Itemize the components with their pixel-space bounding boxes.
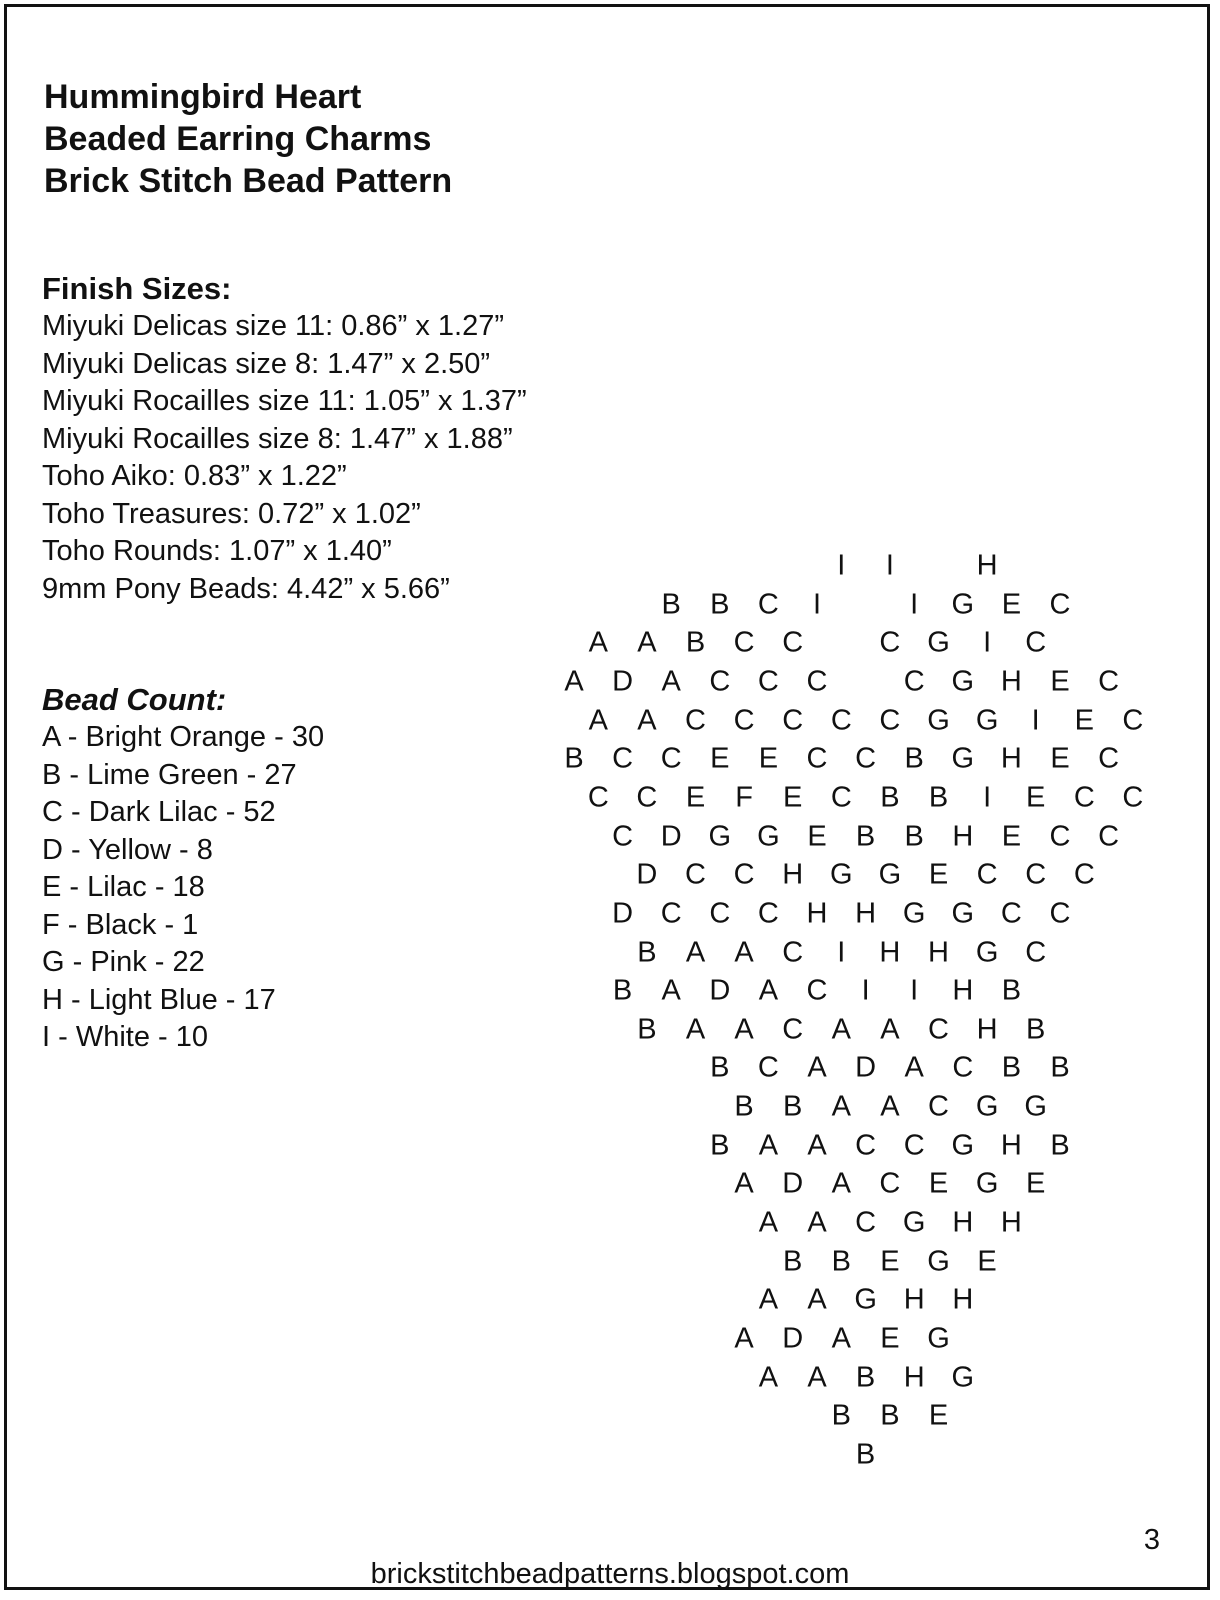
bead-B: B <box>855 820 876 853</box>
bead-B: B <box>564 742 584 775</box>
bead-E: E <box>928 1399 949 1432</box>
bead-C: C <box>685 704 706 737</box>
bead-C: C <box>806 974 828 1007</box>
bead-C: C <box>660 897 682 930</box>
bead-E: E <box>1001 820 1022 853</box>
bead-A: A <box>831 1090 851 1123</box>
bead-count-heading: Bead Count: <box>42 682 227 717</box>
footer-url: brickstitchbeadpatterns.blogspot.com <box>370 1558 850 1590</box>
title-line-3: Brick Stitch Bead Pattern <box>44 162 453 200</box>
bead-I: I <box>1031 704 1040 737</box>
bead-E: E <box>880 1245 900 1278</box>
bead-A: A <box>685 936 706 968</box>
bead-D: D <box>709 974 731 1007</box>
bead-E: E <box>928 858 949 891</box>
bead-H: H <box>976 549 998 582</box>
bead-count-item: G - Pink - 22 <box>42 946 205 978</box>
pattern-title <box>44 76 452 202</box>
bead-A: A <box>904 1051 924 1084</box>
bead-C: C <box>1122 781 1144 814</box>
bead-C: C <box>1049 588 1071 621</box>
bead-C: C <box>952 1051 974 1084</box>
bead-H: H <box>903 1283 925 1316</box>
bead-B: B <box>783 1090 803 1123</box>
bead-A: A <box>758 1361 779 1394</box>
bead-I: I <box>983 626 992 659</box>
bead-C: C <box>976 858 998 891</box>
bead-A: A <box>831 1167 851 1200</box>
bead-A: A <box>734 936 754 968</box>
bead-G: G <box>854 1283 877 1316</box>
bead-D: D <box>660 820 682 853</box>
bead-H: H <box>952 820 974 853</box>
bead-B: B <box>855 1361 876 1394</box>
bead-C: C <box>1122 704 1144 737</box>
finish-size-item: Miyuki Delicas size 8: 1.47” x 2.50” <box>42 347 491 380</box>
bead-A: A <box>831 1013 851 1046</box>
bead-G: G <box>975 936 999 968</box>
bead-C: C <box>830 704 852 737</box>
bead-A: A <box>734 1322 754 1355</box>
bead-G: G <box>951 588 975 621</box>
bead-C: C <box>830 781 852 814</box>
bead-C: C <box>709 897 731 930</box>
bead-B: B <box>1050 1051 1070 1084</box>
bead-A: A <box>807 1129 827 1162</box>
bead-D: D <box>612 897 634 930</box>
bead-E: E <box>1026 1167 1046 1200</box>
bead-B: B <box>880 781 900 814</box>
bead-H: H <box>952 1283 974 1316</box>
bead-count-section <box>42 681 324 1057</box>
bead-C: C <box>757 1051 779 1084</box>
bead-A: A <box>758 1283 779 1316</box>
bead-E: E <box>1050 742 1070 775</box>
finish-size-item: Toho Rounds: 1.07” x 1.40” <box>42 535 392 567</box>
bead-A: A <box>880 1013 900 1046</box>
bead-I: I <box>885 549 894 582</box>
bead-H: H <box>782 858 804 891</box>
bead-G: G <box>951 1129 975 1162</box>
title-line-2: Beaded Earring Charms <box>44 120 432 158</box>
bead-A: A <box>807 1206 827 1239</box>
bead-C: C <box>855 1129 877 1162</box>
bead-count-item: D - Yellow - 8 <box>42 833 213 866</box>
bead-C: C <box>1073 781 1095 814</box>
finish-size-item: Toho Treasures: 0.72” x 1.02” <box>42 497 421 530</box>
bead-E: E <box>685 781 706 814</box>
bead-B: B <box>1026 1013 1046 1046</box>
bead-C: C <box>757 665 779 698</box>
bead-A: A <box>831 1322 851 1355</box>
bead-E: E <box>783 781 803 814</box>
bead-A: A <box>661 665 681 698</box>
bead-H: H <box>1000 1129 1022 1162</box>
bead-G: G <box>902 897 926 930</box>
bead-C: C <box>1025 626 1047 659</box>
bead-C: C <box>1098 820 1120 853</box>
bead-H: H <box>952 974 974 1007</box>
finish-size-item: Toho Aiko: 0.83” x 1.22” <box>42 460 347 492</box>
bead-G: G <box>927 1245 950 1278</box>
bead-A: A <box>588 626 608 659</box>
bead-C: C <box>1025 936 1047 968</box>
bead-H: H <box>1000 1206 1022 1239</box>
bead-E: E <box>977 1245 997 1278</box>
finish-size-item: Miyuki Rocailles size 11: 1.05” x 1.37” <box>42 385 527 417</box>
bead-H: H <box>855 897 877 930</box>
bead-B: B <box>734 1090 754 1123</box>
bead-count-item: C - Dark Lilac - 52 <box>42 796 276 828</box>
bead-G: G <box>975 1167 999 1200</box>
bead-G: G <box>951 665 975 698</box>
bead-B: B <box>612 974 633 1007</box>
bead-D: D <box>636 858 658 891</box>
bead-A: A <box>807 1361 827 1394</box>
bead-C: C <box>855 742 877 775</box>
bead-A: A <box>758 1129 779 1162</box>
bead-G: G <box>951 742 975 775</box>
bead-B: B <box>880 1399 900 1432</box>
bead-A: A <box>758 1206 779 1239</box>
bead-A: A <box>637 626 657 659</box>
bead-C: C <box>636 781 658 814</box>
bead-A: A <box>637 704 657 737</box>
bead-C: C <box>928 1090 949 1123</box>
bead-E: E <box>758 742 779 775</box>
bead-A: A <box>734 1013 754 1046</box>
title-line-1: Hummingbird Heart <box>44 78 362 116</box>
bead-B: B <box>1001 1051 1022 1084</box>
bead-E: E <box>880 1322 900 1355</box>
bead-I: I <box>983 781 992 814</box>
bead-B: B <box>637 936 657 968</box>
bead-B: B <box>904 742 924 775</box>
bead-count-item: B - Lime Green - 27 <box>42 758 297 791</box>
bead-C: C <box>782 626 804 659</box>
bead-B: B <box>661 588 681 621</box>
bead-C: C <box>879 1167 901 1200</box>
bead-C: C <box>685 858 706 891</box>
bead-G: G <box>927 626 950 659</box>
finish-size-item: Miyuki Delicas size 11: 0.86” x 1.27” <box>42 310 505 342</box>
bead-E: E <box>928 1167 949 1200</box>
bead-C: C <box>903 665 925 698</box>
bead-H: H <box>952 1206 974 1239</box>
bead-G: G <box>878 858 902 891</box>
bead-G: G <box>975 704 999 737</box>
bead-H: H <box>1000 742 1022 775</box>
bead-A: A <box>807 1051 827 1084</box>
bead-A: A <box>588 704 608 737</box>
bead-B: B <box>904 820 924 853</box>
bead-G: G <box>830 858 853 891</box>
bead-C: C <box>806 665 828 698</box>
bead-E: E <box>1026 781 1046 814</box>
bead-G: G <box>975 1090 999 1123</box>
bead-G: G <box>708 820 732 853</box>
bead-C: C <box>612 820 634 853</box>
bead-C: C <box>733 704 755 737</box>
bead-D: D <box>782 1322 804 1355</box>
bead-B: B <box>831 1245 851 1278</box>
bead-B: B <box>685 626 706 659</box>
bead-C: C <box>1073 858 1095 891</box>
bead-E: E <box>1074 704 1094 737</box>
bead-E: E <box>710 742 730 775</box>
bead-C: C <box>903 1129 925 1162</box>
bead-A: A <box>661 974 681 1007</box>
bead-G: G <box>927 704 950 737</box>
bead-C: C <box>1000 897 1022 930</box>
bead-count-item: E - Lilac - 18 <box>42 871 205 903</box>
bead-C: C <box>757 588 779 621</box>
bead-H: H <box>879 936 901 968</box>
bead-C: C <box>782 936 804 968</box>
bead-C: C <box>928 1013 949 1046</box>
bead-C: C <box>782 704 804 737</box>
bead-C: C <box>757 897 779 930</box>
bead-A: A <box>758 974 779 1007</box>
bead-C: C <box>879 626 901 659</box>
bead-C: C <box>782 1013 804 1046</box>
bead-C: C <box>1098 742 1120 775</box>
bead-B: B <box>710 1129 730 1162</box>
bead-H: H <box>1000 665 1022 698</box>
bead-H: H <box>806 897 828 930</box>
bead-C: C <box>1049 820 1071 853</box>
bead-count-item: A - Bright Orange - 30 <box>42 721 325 753</box>
bead-C: C <box>879 704 901 737</box>
bead-I: I <box>837 549 846 582</box>
bead-G: G <box>1024 1090 1047 1123</box>
bead-D: D <box>782 1167 804 1200</box>
bead-I: I <box>910 588 919 621</box>
bead-C: C <box>733 858 755 891</box>
bead-G: G <box>757 820 780 853</box>
finish-sizes-heading: Finish Sizes: <box>42 271 232 306</box>
bead-H: H <box>928 936 949 968</box>
bead-G: G <box>902 1206 926 1239</box>
bead-B: B <box>1050 1129 1070 1162</box>
bead-H: H <box>903 1361 925 1394</box>
bead-C: C <box>1049 897 1071 930</box>
bead-A: A <box>880 1090 900 1123</box>
bead-I: I <box>812 588 822 621</box>
bead-G: G <box>951 1361 975 1394</box>
bead-C: C <box>733 626 755 659</box>
bead-B: B <box>710 588 730 621</box>
bead-I: I <box>910 974 919 1007</box>
bead-count-item: F - Black - 1 <box>42 908 199 941</box>
bead-A: A <box>685 1013 706 1046</box>
page-number: 3 <box>1143 1524 1161 1556</box>
bead-C: C <box>1098 665 1120 698</box>
bead-F: F <box>735 781 753 814</box>
bead-B: B <box>710 1051 730 1084</box>
bead-E: E <box>1001 588 1022 621</box>
bead-B: B <box>928 781 949 814</box>
bead-I: I <box>861 974 870 1007</box>
bead-G: G <box>951 897 975 930</box>
bead-E: E <box>1050 665 1070 698</box>
bead-B: B <box>783 1245 803 1278</box>
finish-sizes-section <box>42 270 527 608</box>
bead-A: A <box>564 665 584 698</box>
bead-C: C <box>1025 858 1047 891</box>
bead-I: I <box>837 936 846 968</box>
bead-count-item: I - White - 10 <box>42 1021 208 1053</box>
bead-count-item: H - Light Blue - 17 <box>42 983 276 1016</box>
bead-C: C <box>855 1206 877 1239</box>
bead-B: B <box>1001 974 1022 1007</box>
finish-size-item: 9mm Pony Beads: 4.42” x 5.66” <box>42 572 450 605</box>
bead-A: A <box>734 1167 754 1200</box>
bead-C: C <box>660 742 682 775</box>
bead-C: C <box>612 742 634 775</box>
bead-E: E <box>807 820 827 853</box>
bead-A: A <box>807 1283 827 1316</box>
finish-size-item: Miyuki Rocailles size 8: 1.47” x 1.88” <box>42 422 513 455</box>
bead-D: D <box>855 1051 877 1084</box>
bead-B: B <box>831 1399 851 1432</box>
bead-C: C <box>587 781 609 814</box>
bead-C: C <box>709 665 731 698</box>
bead-H: H <box>976 1013 998 1046</box>
bead-D: D <box>612 665 634 698</box>
bead-B: B <box>855 1438 876 1471</box>
bead-B: B <box>637 1013 657 1046</box>
bead-G: G <box>927 1322 950 1355</box>
bead-C: C <box>806 742 828 775</box>
